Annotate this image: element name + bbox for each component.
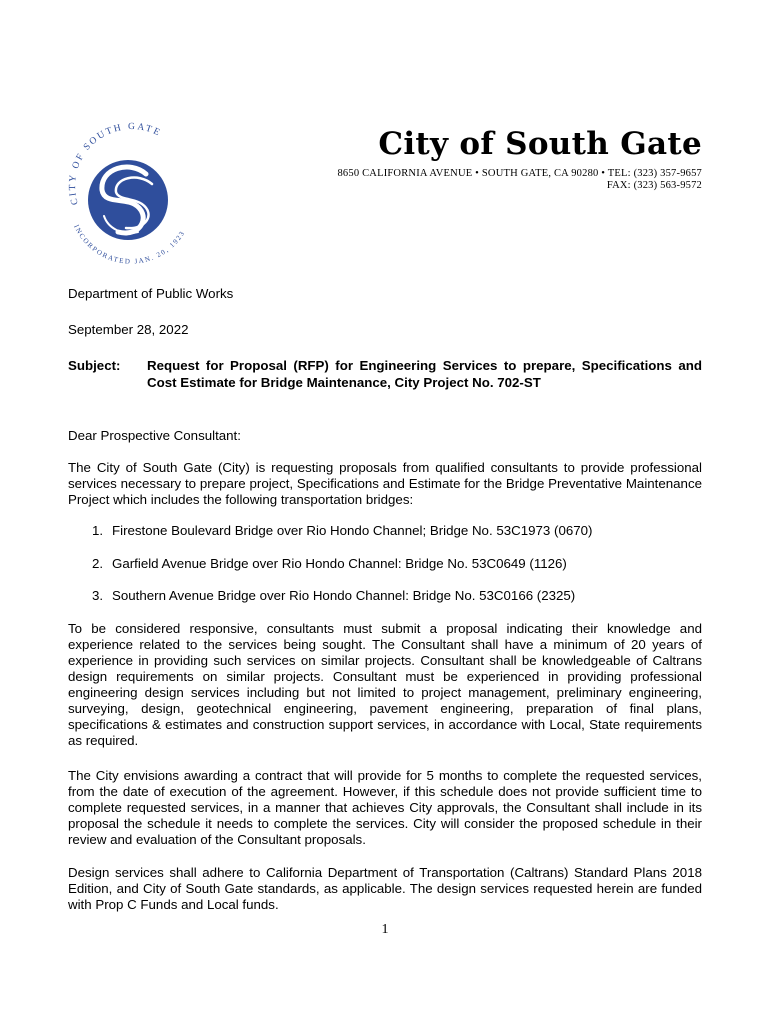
city-seal-logo [60, 112, 200, 272]
subject-text: Request for Proposal (RFP) for Engineering Services to prepare, Specifications and Cost Estimate for Bridge Maintenance, City Project No. 702-ST [147, 358, 702, 390]
subject-label: Subject: [68, 358, 121, 373]
fax-line: FAX: (323) 563-9572 [606, 180, 702, 191]
list-item: 1. Firestone Boulevard Bridge over Rio Hondo Channel; Bridge No. 53C1973 (0670) [92, 523, 593, 538]
paragraph-intro: The City of South Gate (City) is requesting proposals from qualified consultants to provide professional services necessary to prepare project, Specifications and Estimate for the Bridge Preventative Maintenance Project which includes the following transportation bridges: [68, 460, 702, 507]
paragraph-standards: Design services shall adhere to California Department of Transportation (Caltrans) Standard Plans 2018 Edition, and City of South Gate standards, as applicable. The design services requested herein are funded with Prop C Funds and Local funds. [68, 865, 702, 912]
department: Department of Public Works [68, 286, 234, 301]
seal-bottom-text: INCORPORATED JAN. 20, 1923 [72, 223, 187, 266]
address-line: 8650 CALIFORNIA AVENUE • SOUTH GATE, CA 90280 • TEL: (323) 357-9657 [337, 168, 702, 179]
letter-date: September 28, 2022 [68, 322, 189, 337]
seal-top-text: CITY OF SOUTH GATE [68, 122, 164, 206]
list-item: 3. Southern Avenue Bridge over Rio Hondo Channel: Bridge No. 53C0166 (2325) [92, 588, 576, 603]
city-title: City of South Gate [378, 126, 702, 162]
salutation: Dear Prospective Consultant: [68, 428, 241, 443]
list-item: 2. Garfield Avenue Bridge over Rio Hondo Channel: Bridge No. 53C0649 (1126) [92, 556, 567, 571]
paragraph-requirements: To be considered responsive, consultants must submit a proposal indicating their knowledge and experience related to the services being sought. The Consultant shall have a minimum of 20 years of experience in providing such services on similar projects. Consultant shall be knowledgeable of Caltrans design requirements on similar projects. Consultant must be experienced in providing professional engineering design services including but not limited to project management, preliminary engineering, surveying, design, geotechnical engineering, pavement engineering, preparation of final plans, specifications & estimates and construction support services, in accordance with Local, State requirements as required. [68, 621, 702, 748]
city-seal-icon [60, 112, 200, 272]
subject-block [68, 357, 702, 391]
page-number: 1 [381, 922, 389, 937]
paragraph-schedule: The City envisions awarding a contract that will provide for 5 months to complete the requested services, from the date of execution of the agreement. However, if this schedule does not provide sufficient time to complete requested services, in a manner that achieves City approvals, the Consultant shall include in its proposal the schedule it needs to complete the services. City will consider the proposed schedule in their review and evaluation of the Consultant proposals. [68, 768, 702, 847]
